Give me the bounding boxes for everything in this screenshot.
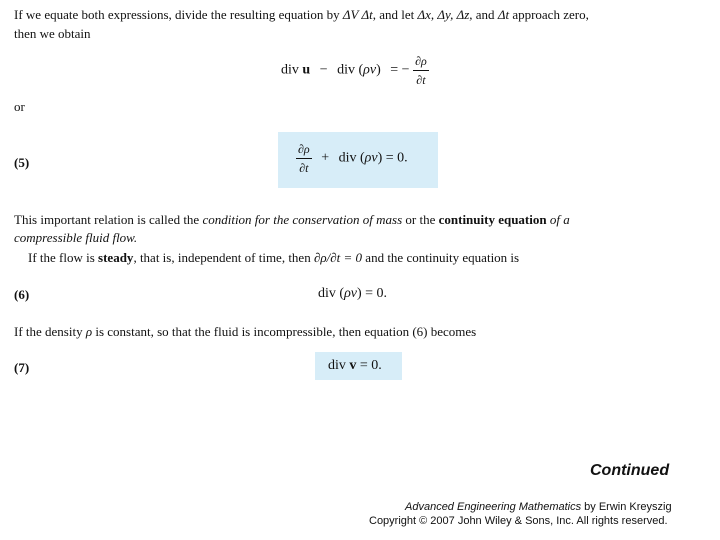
derived-equation xyxy=(281,55,429,86)
intro-text: approach zero, xyxy=(509,7,589,22)
or-text: or xyxy=(14,99,25,114)
term-continuity-equation: continuity equation xyxy=(438,212,547,227)
rho-v: ρv xyxy=(363,62,377,78)
steady-condition: ∂ρ/∂t = 0 xyxy=(313,250,363,265)
equation-5 xyxy=(296,143,408,174)
intro-line-1 xyxy=(14,6,589,23)
velocity-u: u xyxy=(302,62,311,78)
steady-line: If the flow is steady, that is, independent of time, then ∂ρ/∂t = 0 and the continuity equation is xyxy=(28,250,520,265)
intro-line-2: then we obtain xyxy=(14,26,91,41)
book-author: by Erwin Kreyszig xyxy=(581,501,672,513)
div-operator: div ( xyxy=(338,150,365,166)
div-operator: div ( xyxy=(337,62,364,78)
intro-text: and xyxy=(472,7,498,22)
intro-math: ΔV Δt xyxy=(342,7,373,22)
relation-line-2: compressible fluid flow. xyxy=(14,230,138,245)
equals-zero: = 0. xyxy=(359,358,382,373)
plus-sign: + xyxy=(321,150,330,166)
footer-copyright: Copyright © 2007 John Wiley & Sons, Inc. All rights reserved. xyxy=(369,515,668,527)
partial-fraction: $\frac{\partial\rho}{\partial t}$ xyxy=(298,142,310,175)
relation-line-1: This important relation is called the condition for the conservation of mass or the continuity equation of a xyxy=(14,212,570,227)
div-operator: div xyxy=(281,62,299,78)
continued-label: Continued xyxy=(590,462,670,479)
equation-number-5: (5) xyxy=(14,155,30,170)
div-operator: div xyxy=(328,358,346,373)
book-title: Advanced Engineering Mathematics xyxy=(405,501,582,513)
intro-math: Δt xyxy=(497,7,510,22)
partial-fraction: $\frac{\partial\rho}{\partial t}$ xyxy=(415,54,427,87)
intro-text: , and let xyxy=(372,7,418,22)
intro-math: Δx, Δy, Δz, xyxy=(417,7,473,22)
rho-symbol: ρ xyxy=(85,324,93,339)
term-steady: steady xyxy=(98,250,134,265)
div-operator: div ( xyxy=(318,286,345,301)
term-conservation-of-mass: condition for the conservation of mass xyxy=(202,212,403,227)
rho-v: ρv xyxy=(344,286,357,301)
density-line: If the density ρ is constant, so that the fluid is incompressible, then equation (6) becomes xyxy=(14,324,477,339)
equation-number-6: (6) xyxy=(14,287,30,302)
equation-number-7: (7) xyxy=(14,360,30,375)
equation-7 xyxy=(328,358,382,374)
paren: ) xyxy=(376,62,381,78)
equals-minus: = − xyxy=(390,62,410,78)
minus-sign: − xyxy=(319,62,328,78)
intro-text: If we equate both expressions, divide the resulting equation by xyxy=(14,7,343,22)
rho-v: ρv xyxy=(364,150,378,166)
equals-zero: ) = 0. xyxy=(377,150,408,166)
equation-6 xyxy=(318,286,387,302)
equals-zero: ) = 0. xyxy=(357,286,388,301)
velocity-v: v xyxy=(349,358,357,373)
footer-book-line xyxy=(405,501,672,513)
